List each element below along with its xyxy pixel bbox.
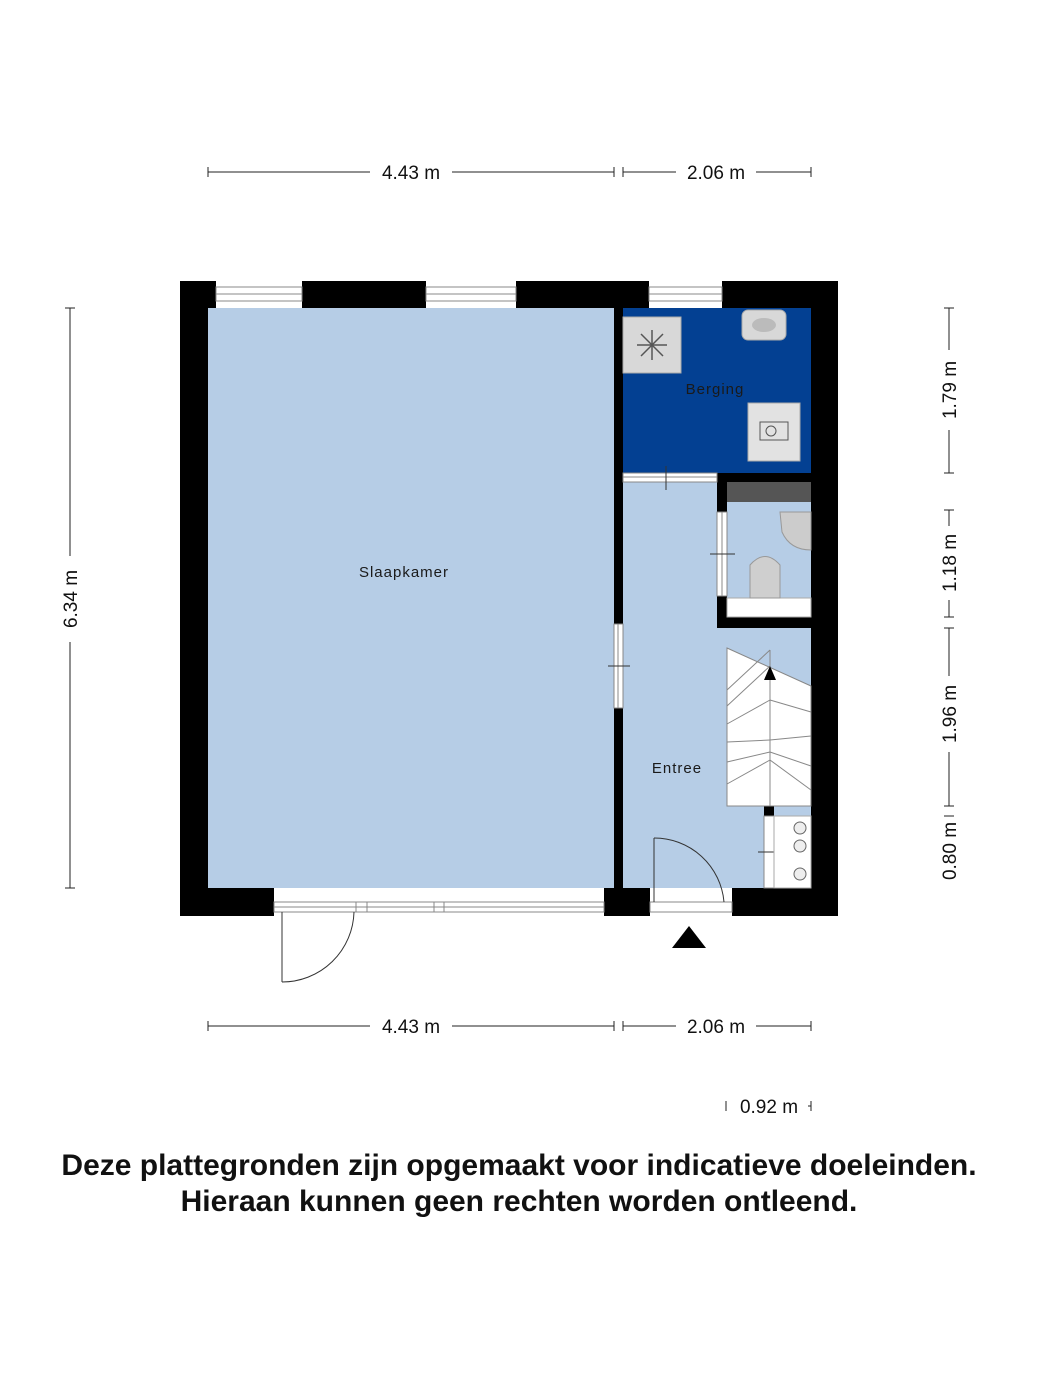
dim-top-left: 4.43 m <box>381 163 441 184</box>
room-slaapkamer <box>208 308 614 888</box>
dim-top-right: 2.06 m <box>686 163 746 184</box>
disclaimer-line-2: Hieraan kunnen geen rechten worden ontleend. <box>180 1185 858 1218</box>
dim-right-1: 1.79 m <box>940 360 961 420</box>
label-berging: Berging <box>685 381 745 398</box>
disclaimer-line-1: Deze plattegronden zijn opgemaakt voor indicatieve doeleinden. <box>61 1149 977 1182</box>
dim-right-2: 1.18 m <box>940 533 961 593</box>
label-slaapkamer: Slaapkamer <box>358 564 450 581</box>
dim-right-3: 1.96 m <box>940 684 961 744</box>
windows-bottom <box>274 902 732 912</box>
dim-left-height: 6.34 m <box>61 569 82 629</box>
dim-bottom-right: 2.06 m <box>686 1017 746 1038</box>
dim-door-width: 0.92 m <box>739 1097 799 1118</box>
dim-bottom-left: 4.43 m <box>381 1017 441 1038</box>
entrance-arrow-icon <box>672 926 706 948</box>
dim-right-4: 0.80 m <box>940 821 961 881</box>
label-entree: Entree <box>651 760 703 777</box>
